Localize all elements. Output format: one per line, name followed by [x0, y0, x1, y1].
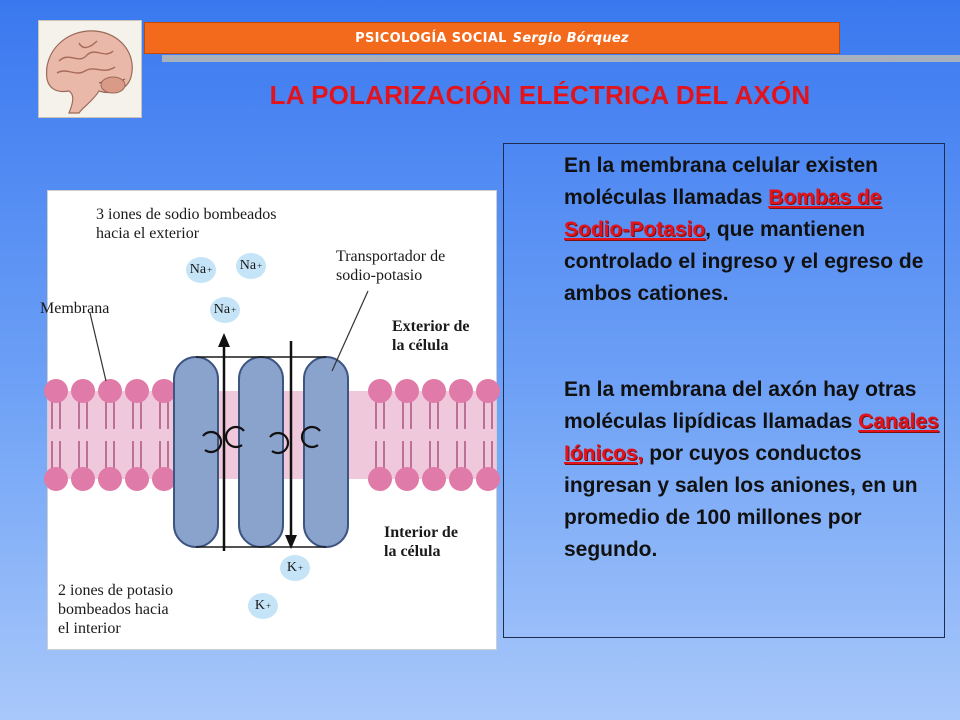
channel-protein-right: [304, 357, 348, 547]
potassium-ion-2: K +: [248, 593, 278, 619]
label-potassium-line3: el interior: [58, 620, 121, 637]
header-underline: [162, 55, 960, 62]
text-panel: [503, 143, 945, 638]
brain-illustration: [39, 21, 141, 117]
lipid-head: [476, 379, 500, 403]
slide-title: LA POLARIZACIÓN ELÉCTRICA DEL AXÓN: [269, 80, 811, 110]
paragraph-sodium-pumps: En la membrana celular existen moléculas llamadas Bombas de Sodio-Potasio, que mantienen controlado el ingreso y el egreso de ambos cationes.: [564, 154, 924, 305]
lipid-head: [422, 467, 446, 491]
lipid-head: [476, 467, 500, 491]
sodium-ion-2: Na +: [236, 253, 266, 279]
author-name: Sergio Bórquez: [512, 30, 629, 46]
label-potassium-line1: 2 iones de potasio: [58, 582, 174, 599]
label-exterior-line1: Exterior de: [392, 318, 470, 335]
ion-channel-term: Canales Iónicos,: [564, 410, 939, 465]
paragraph-ion-channels: En la membrana del axón hay otras moléculas lipídicas llamadas Canales Iónicos, por cuyos conductos ingresan y salen los aniones, en un promedio de 100 millones por segundo.: [564, 378, 939, 561]
lipid-head: [152, 379, 176, 403]
label-sodium-line1: 3 iones de sodio bombeados: [96, 206, 277, 223]
label-transporter-line2: sodio-potasio: [336, 267, 423, 284]
label-interior-line2: la célula: [384, 543, 441, 560]
label-potassium-line2: bombeados hacia: [58, 601, 169, 618]
lipid-head: [368, 379, 392, 403]
lipid-head: [125, 467, 149, 491]
lipid-head: [449, 467, 473, 491]
lipid-head: [449, 379, 473, 403]
label-interior-line1: Interior de: [384, 524, 458, 541]
sodium-ion-3: Na +: [210, 297, 240, 323]
sodium-potassium-pump-diagram: [40, 190, 497, 650]
lipid-head: [71, 379, 95, 403]
lipid-head: [98, 467, 122, 491]
sodium-pump-term: Bombas de Sodio-Potasio: [564, 186, 882, 241]
lipid-head: [125, 379, 149, 403]
lipid-head: [395, 467, 419, 491]
label-membrane: Membrana: [40, 300, 110, 317]
lipid-head: [368, 467, 392, 491]
lipid-head: [44, 379, 68, 403]
course-name: PSICOLOGÍA SOCIAL: [355, 30, 507, 46]
label-transporter-line1: Transportador de: [336, 248, 446, 265]
lipid-head: [422, 379, 446, 403]
lipid-head: [395, 379, 419, 403]
label-sodium-line2: hacia el exterior: [96, 225, 200, 242]
header-bar: [144, 22, 840, 54]
label-exterior-line2: la célula: [392, 337, 449, 354]
brain-image: [38, 20, 142, 118]
sodium-ion-1: Na +: [186, 257, 216, 283]
potassium-ion-1: K +: [280, 555, 310, 581]
lipid-head: [98, 379, 122, 403]
lipid-head: [71, 467, 95, 491]
lipid-head: [152, 467, 176, 491]
lipid-head: [44, 467, 68, 491]
